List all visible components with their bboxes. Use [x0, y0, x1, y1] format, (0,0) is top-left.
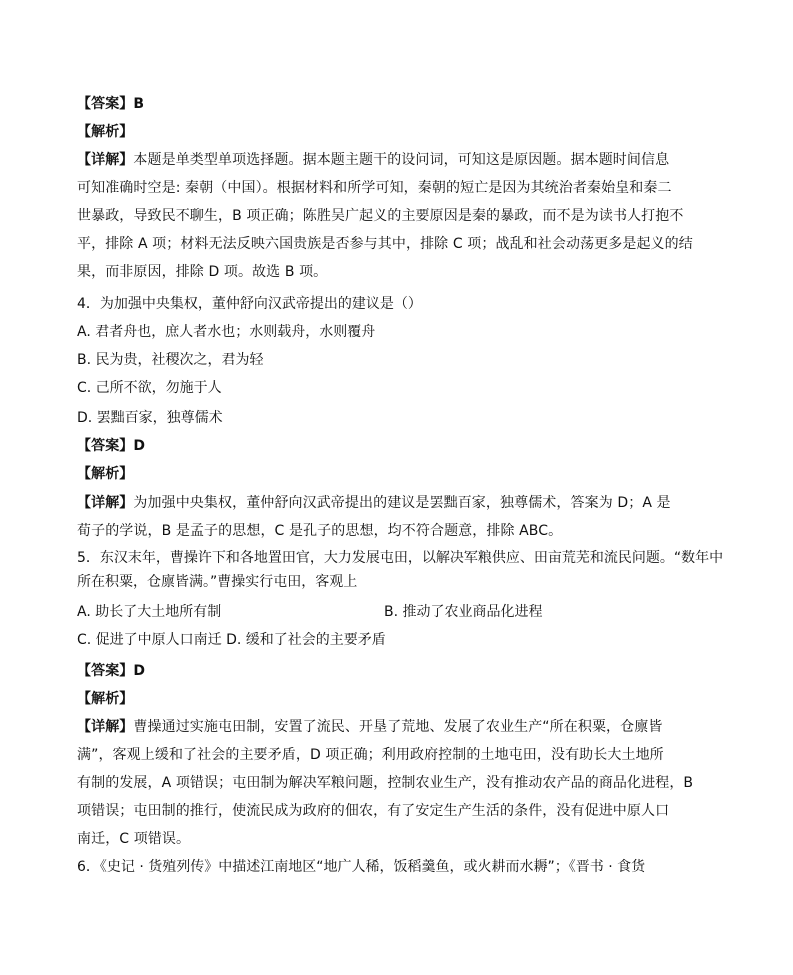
q3-answer: 【答案】B: [77, 96, 145, 112]
q4-option-b: B. 民为贵，社稷次之，君为轻: [77, 352, 264, 368]
q5-option-b: B. 推动了农业商品化进程: [384, 604, 543, 620]
q5-detail-line-4: 项错误；屯田制的推行，使流民成为政府的佃农，有了安定生产生活的条件，没有促进中原人口: [77, 803, 670, 819]
q5-question-line-1: 5．东汉末年，曹操许下和各地置田官，大力发展屯田，以解决军粮供应、田亩荒芜和流民问题。“数年中: [77, 550, 724, 566]
q5-option-a: A. 助长了大土地所有制: [77, 604, 222, 620]
q4-answer: 【答案】D: [77, 438, 146, 454]
q4-analysis-label: 【解析】: [77, 466, 134, 482]
q5-detail-tag: 【详解】: [77, 719, 134, 735]
q3-analysis-label: 【解析】: [77, 124, 134, 140]
q5-question-line-2: 所在积粟，仓廪皆满。”曹操实行屯田，客观上: [77, 574, 358, 590]
q3-detail-tag: 【详解】: [77, 152, 134, 168]
q5-option-cd: C. 促进了中原人口南迁 D. 缓和了社会的主要矛盾: [77, 632, 386, 648]
q6-question-line-1: 6．《史记 · 货殖列传》中描述江南地区“地广人稀，饭稻羹鱼，或火耕而水耨”；《晋书 · 食货: [77, 859, 646, 875]
q3-detail-line-5: 果，而非原因，排除 D 项。故选 B 项。: [77, 264, 328, 280]
q4-option-c: C. 己所不欲，勿施于人: [77, 380, 222, 396]
q4-option-d: D. 罢黜百家，独尊儒术: [77, 410, 223, 426]
q3-detail-line-1: [77, 150, 669, 170]
q4-detail-tag: 【详解】: [77, 495, 134, 511]
q4-question: 4．为加强中央集权，董仲舒向汉武帝提出的建议是（）: [77, 296, 422, 312]
q5-answer: 【答案】D: [77, 663, 146, 679]
q5-analysis-label: 【解析】: [77, 691, 134, 707]
q5-detail-text-1: 曹操通过实施屯田制，安置了流民、开垦了荒地、发展了农业生产“所在积粟，仓廪皆: [133, 719, 663, 735]
q4-detail-text-1: 为加强中央集权，董仲舒向汉武帝提出的建议是罢黜百家，独尊儒术，答案为 D；A 是: [133, 495, 671, 511]
q3-detail-line-4: 平，排除 A 项；材料无法反映六国贵族是否参与其中，排除 C 项；战乱和社会动荡更多是起义的结: [77, 236, 693, 252]
q5-detail-line-5: 南迁，C 项错误。: [77, 831, 191, 847]
q5-detail-line-1: [77, 717, 662, 737]
q3-detail-line-2: 可知准确时空是: 秦朝（中国）。根据材料和所学可知，秦朝的短亡是因为其统治者秦始皇和秦二: [77, 180, 672, 196]
q4-detail-line-2: 荀子的学说，B 是孟子的思想，C 是孔子的思想，均不符合题意，排除 ABC。: [77, 523, 563, 539]
q5-detail-line-3: 有制的发展，A 项错误；屯田制为解决军粮问题，控制农业生产，没有推动农产品的商品化进程，B: [77, 775, 694, 791]
q5-detail-line-2: 满”，客观上缓和了社会的主要矛盾，D 项正确；利用政府控制的土地屯田，没有助长大土地所: [77, 747, 664, 763]
q3-detail-text-1: 本题是单类型单项选择题。据本题主题干的设问词，可知这是原因题。据本题时间信息: [133, 152, 670, 168]
q4-option-a: A. 君者舟也，庶人者水也；水则载舟，水则覆舟: [77, 324, 376, 340]
q4-detail-line-1: [77, 493, 671, 513]
q3-detail-line-3: 世暴政，导致民不聊生，B 项正确；陈胜吴广起义的主要原因是秦的暴政，而不是为读书人打抱不: [77, 208, 684, 224]
